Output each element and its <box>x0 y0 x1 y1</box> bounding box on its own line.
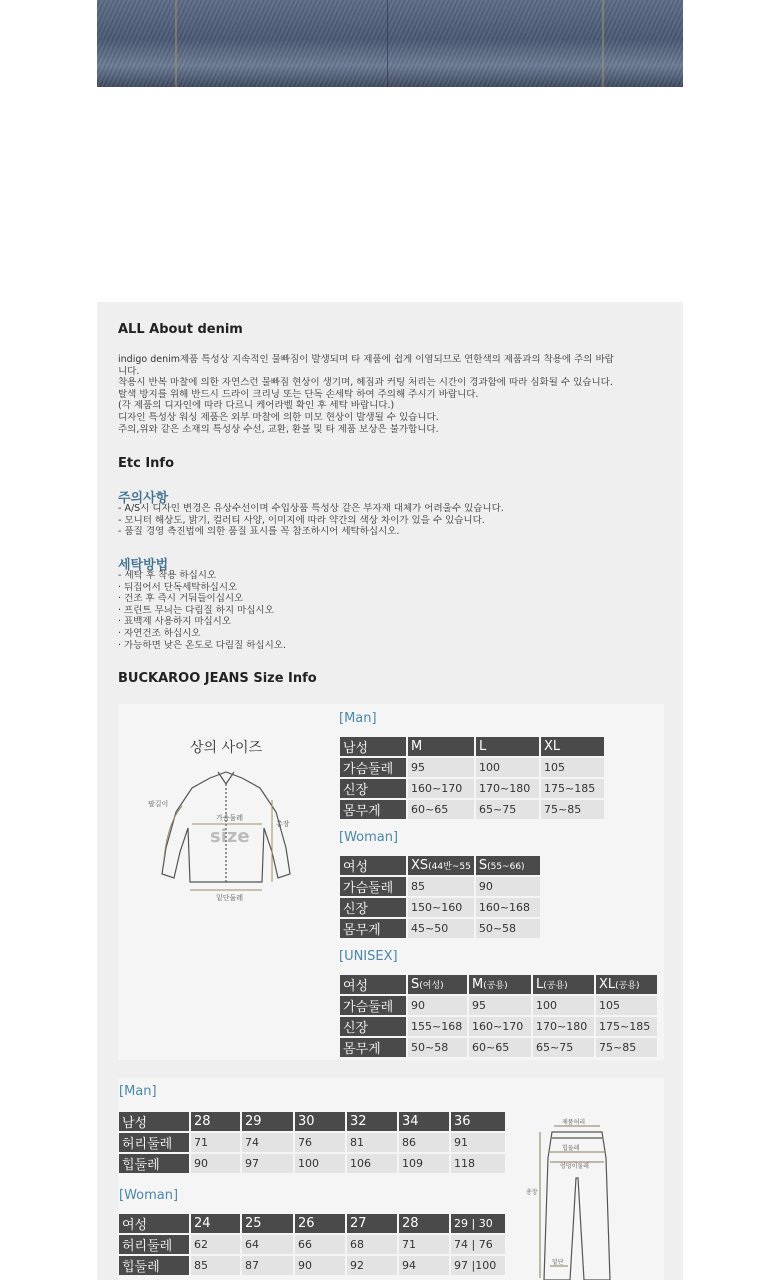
top-unisex-label: [UNISEX] <box>339 949 398 964</box>
cell: 175~185 <box>596 1017 657 1036</box>
size-info-heading: BUCKAROO JEANS Size Info <box>118 671 317 686</box>
header-cell: L <box>476 737 539 756</box>
header-cell: XL <box>541 737 604 756</box>
wash-line: · 가능하면 낮은 온도로 다림질 하십시오. <box>118 639 286 651</box>
about-line: 디자인 특성상 워싱 제품은 외부 마찰에 의한 미모 현상이 발생될 수 있습니다. <box>118 411 439 423</box>
about-line: 탈색 방지를 위해 반드시 드라이 크리닝 또는 단독 손세탁 하여 주의해 주시기 바랍니다. <box>118 388 479 400</box>
row-label: 힙둘레 <box>119 1154 189 1173</box>
cell: 100 <box>533 996 594 1015</box>
hem-label: 밑단둘레 <box>216 894 244 902</box>
top-man-label: [Man] <box>339 711 377 726</box>
wash-line: · 프린트 무늬는 다림질 하지 마십시오 <box>118 604 274 616</box>
row-label: 신장 <box>340 1017 406 1036</box>
etc-info-heading: Etc Info <box>118 456 175 471</box>
cell: 92 <box>347 1256 397 1275</box>
jeans-illustration <box>522 1118 632 1280</box>
header-cell <box>596 975 657 994</box>
bottom-woman-label: [Woman] <box>119 1188 179 1203</box>
length-label: 총장 <box>276 820 290 828</box>
row-label: 몸무게 <box>340 919 406 938</box>
jacket-illustration <box>140 762 312 908</box>
caution-line: - 품질 경영 측진법에 의한 품질 표시를 꼭 참조하시어 세탁하십시오. <box>118 526 400 538</box>
wash-heading: 세탁방법 <box>118 558 169 573</box>
cell: 86 <box>399 1133 449 1152</box>
chest-label: 가슴둘레 <box>216 814 244 822</box>
wash-line: · 뒤집어서 단독세탁하십시오 <box>118 581 238 593</box>
cell: 71 <box>191 1133 240 1152</box>
header-cell: 28 <box>399 1214 449 1233</box>
cell: 45~50 <box>408 919 474 938</box>
top-man-table <box>338 735 606 821</box>
cell: 50~58 <box>408 1038 467 1057</box>
denim-product-photo <box>97 0 683 87</box>
cell: 160~168 <box>476 898 540 917</box>
size-note: (공용) <box>483 981 508 991</box>
header-cell: 34 <box>399 1112 449 1131</box>
size-code: L <box>536 977 544 992</box>
total-length-label: 총장 <box>526 1189 538 1196</box>
cell: 150~160 <box>408 898 474 917</box>
cell: 66 <box>295 1235 345 1254</box>
top-size-title: 상의 사이즈 <box>190 740 263 756</box>
cell: 85 <box>191 1256 240 1275</box>
thigh-label: 엉덩이둘레 <box>560 1163 589 1170</box>
row-label: 가슴둘레 <box>340 877 406 896</box>
cell: 97 <box>242 1154 293 1173</box>
row-label: 허리둘레 <box>119 1235 189 1254</box>
header-cell: 남성 <box>119 1112 189 1131</box>
size-note: (공용) <box>615 981 640 991</box>
cell: 106 <box>347 1154 397 1173</box>
size-watermark: size <box>210 826 250 847</box>
top-unisex-table <box>338 973 659 1059</box>
caution-line: - 모니터 해상도, 밝기, 컬러티 사양, 이미지에 따라 약간의 색상 차이가 있을 수 있습니다. <box>118 514 485 526</box>
row-label: 신장 <box>340 898 406 917</box>
row-label: 힙둘레 <box>119 1256 189 1275</box>
wash-line: · 표백제 사용하지 마십시오 <box>118 616 232 628</box>
header-cell <box>533 975 594 994</box>
cell: 170~180 <box>476 779 539 798</box>
cell: 64 <box>242 1235 293 1254</box>
about-line: 착용시 반복 마찰에 의한 자연스런 물빠짐 현상이 생기며, 헤짐과 커팅 처리는 시간이 경과함에 따라 심화될 수 있습니다. <box>118 377 613 389</box>
cell: 118 <box>451 1154 505 1173</box>
size-note: (여성) <box>419 981 444 991</box>
header-cell: M <box>408 737 474 756</box>
cell: 60~65 <box>469 1038 531 1057</box>
cell: 71 <box>399 1235 449 1254</box>
cell: 60~65 <box>408 800 474 819</box>
about-denim-text <box>118 354 670 435</box>
size-note: (55~66) <box>487 862 525 872</box>
wash-text <box>118 570 670 651</box>
cell: 105 <box>541 758 604 777</box>
header-cell: 여성 <box>340 856 406 875</box>
header-cell: 30 <box>295 1112 345 1131</box>
top-woman-table <box>338 854 542 940</box>
header-cell: 27 <box>347 1214 397 1233</box>
header-cell: 36 <box>451 1112 505 1131</box>
header-cell <box>408 975 467 994</box>
wash-line: · 건조 후 즉시 거둬들이십시오 <box>118 593 244 605</box>
cell: 91 <box>451 1133 505 1152</box>
row-label: 몸무게 <box>340 800 406 819</box>
cell: 62 <box>191 1235 240 1254</box>
cell: 94 <box>399 1256 449 1275</box>
size-code: M <box>472 977 484 992</box>
bottom-hem-label: 밑단 <box>552 1259 564 1266</box>
row-label: 허리둘레 <box>119 1133 189 1152</box>
sleeve-label: 팔길이 <box>148 800 169 808</box>
cell: 100 <box>476 758 539 777</box>
cell: 155~168 <box>408 1017 467 1036</box>
cell: 97 |100 <box>451 1256 505 1275</box>
bottom-woman-table <box>117 1212 507 1277</box>
cell: 175~185 <box>541 779 604 798</box>
header-cell: 28 <box>191 1112 240 1131</box>
cell: 81 <box>347 1133 397 1152</box>
wash-line: - 세탁 후 착용 하십시오 <box>118 570 217 581</box>
header-cell <box>469 975 531 994</box>
cell: 87 <box>242 1256 293 1275</box>
cell: 75~85 <box>596 1038 657 1057</box>
caution-line: - A/S시 디자인 변경은 유상수선이며 수입상품 특성상 같은 부자재 대체가 어려울수 있습니다. <box>118 503 504 514</box>
header-cell: 26 <box>295 1214 345 1233</box>
header-cell <box>476 856 540 875</box>
size-note: (공용) <box>543 981 568 991</box>
about-line: 니다. <box>118 365 140 377</box>
bottom-man-label: [Man] <box>119 1084 157 1099</box>
cell: 109 <box>399 1154 449 1173</box>
caution-text <box>118 503 670 538</box>
size-note: (44반~55 <box>428 862 471 872</box>
cell: 75~85 <box>541 800 604 819</box>
cell: 65~75 <box>533 1038 594 1057</box>
header-cell: 여성 <box>119 1214 189 1233</box>
header-cell: 남성 <box>340 737 406 756</box>
waist-top-label: 제품허리 <box>562 1119 586 1126</box>
cell: 65~75 <box>476 800 539 819</box>
header-cell: 29 | 30 <box>451 1214 505 1233</box>
cell: 160~170 <box>469 1017 531 1036</box>
about-line: indigo denim제품 특성상 지속적인 물빠짐이 발생되며 타 제품에 쉽게 이염되므로 연한색의 제품과의 착용에 주의 바랍 <box>118 354 614 365</box>
about-line: (각 제품의 디자인에 따라 다르니 케어라벨 확인 후 세탁 바랍니다.) <box>118 400 395 412</box>
wash-line: · 자연건조 하십시오 <box>118 627 201 639</box>
size-code: S <box>478 858 488 873</box>
cell: 90 <box>191 1154 240 1173</box>
cell: 74 | 76 <box>451 1235 505 1254</box>
cell: 95 <box>408 758 474 777</box>
cell: 90 <box>295 1256 345 1275</box>
cell: 76 <box>295 1133 345 1152</box>
header-cell: 25 <box>242 1214 293 1233</box>
cell: 90 <box>476 877 540 896</box>
cell: 160~170 <box>408 779 474 798</box>
header-cell: 24 <box>191 1214 240 1233</box>
cell: 100 <box>295 1154 345 1173</box>
cell: 50~58 <box>476 919 540 938</box>
size-code: S <box>411 977 420 992</box>
size-code: XS <box>411 858 429 873</box>
hip-label: 힙둘레 <box>562 1145 580 1152</box>
header-cell: 32 <box>347 1112 397 1131</box>
about-denim-heading: ALL About denim <box>118 322 243 337</box>
bottom-man-table <box>117 1110 507 1175</box>
row-label: 가슴둘레 <box>340 758 406 777</box>
cell: 85 <box>408 877 474 896</box>
cell: 170~180 <box>533 1017 594 1036</box>
caution-heading: 주의사항 <box>118 491 169 506</box>
row-label: 몸무게 <box>340 1038 406 1057</box>
header-cell: 29 <box>242 1112 293 1131</box>
header-cell <box>408 856 474 875</box>
row-label: 신장 <box>340 779 406 798</box>
cell: 90 <box>408 996 467 1015</box>
cell: 74 <box>242 1133 293 1152</box>
about-line: 주의,위와 같은 소재의 특성상 수선, 교환, 환불 및 타 제품 보상은 불가합니다. <box>118 423 439 435</box>
header-cell: 여성 <box>340 975 406 994</box>
cell: 105 <box>596 996 657 1015</box>
top-woman-label: [Woman] <box>339 830 399 845</box>
size-code: XL <box>599 977 616 992</box>
row-label: 가슴둘레 <box>340 996 406 1015</box>
cell: 68 <box>347 1235 397 1254</box>
cell: 95 <box>469 996 531 1015</box>
